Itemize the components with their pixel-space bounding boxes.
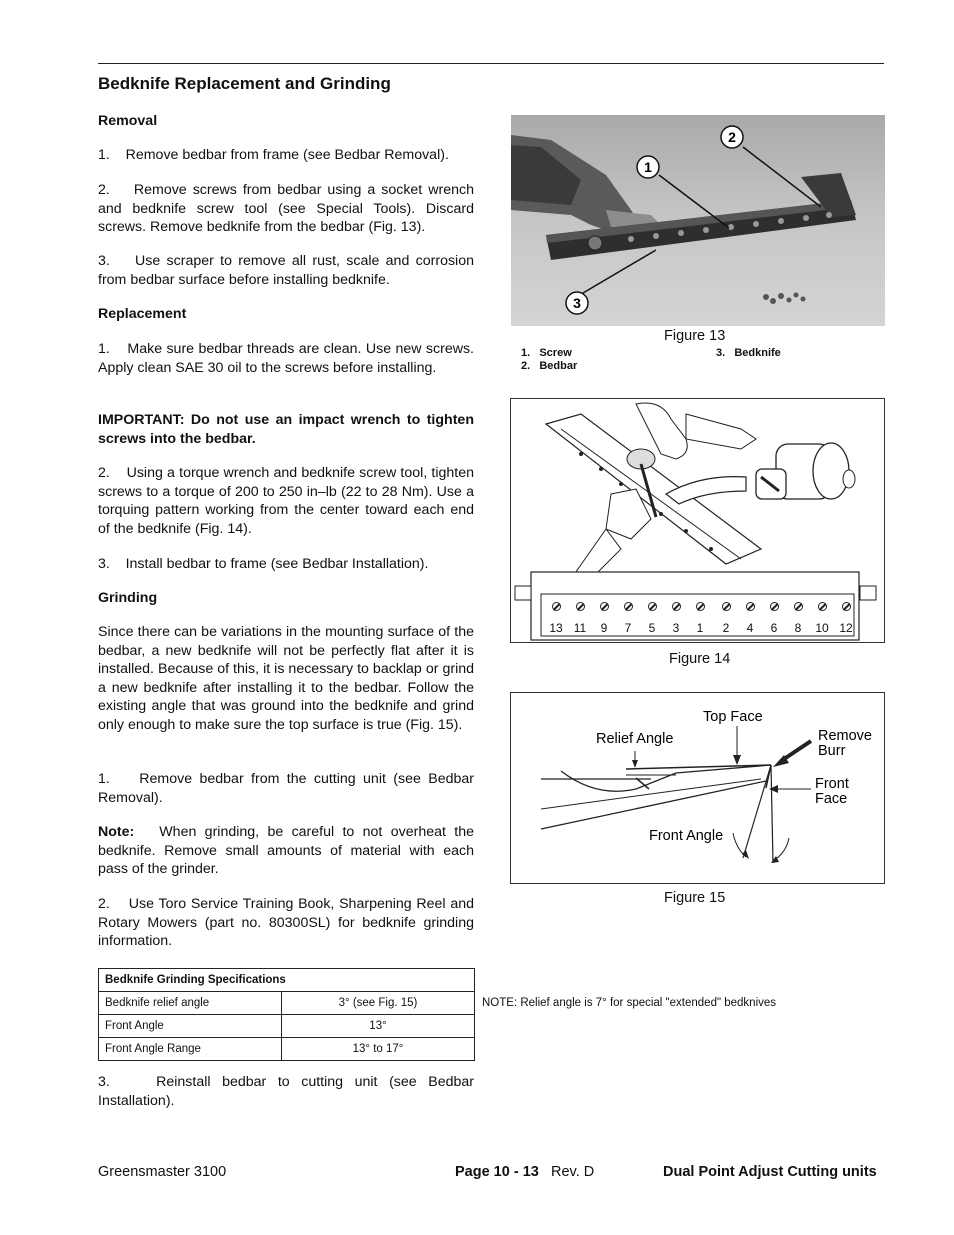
removal-step-3-block	[98, 252, 474, 289]
grinding-section	[98, 589, 474, 608]
grinding-intro: Since there can be variations in the mounting surface of the bedbar, a new bedknife will not be perfectly flat after it is installed. Because of this, it is necessary to backlap or grind a new bedknife after installing it to the bedbar. Follow the existing angle that was ground into the bedknife and grind only enough to make sure the top surface is true (Fig. 15).	[98, 624, 474, 733]
figure-14-caption: Figure 14	[669, 651, 731, 667]
screw-order-label: 7	[624, 621, 632, 635]
replacement-step-3: 3. Install bedbar to frame (see Bedbar Installation).	[98, 556, 429, 572]
footer-product: Greensmaster 3100	[98, 1164, 227, 1180]
grinding-step-3: 3. Reinstall bedbar to cutting unit (see Bedbar Installation).	[98, 1074, 474, 1109]
screw-order-label: 9	[600, 621, 608, 635]
figure-13-legend-2: 2. Bedbar	[521, 360, 578, 372]
remove-burr-label-2: Burr	[818, 743, 846, 759]
grinding-heading: Grinding	[98, 590, 158, 606]
grinding-spec-table	[98, 968, 475, 1061]
table-row	[99, 992, 475, 1015]
screw-icon	[770, 602, 779, 611]
screw-order-label: 8	[794, 621, 802, 635]
replacement-step-2: 2. Using a torque wrench and bedknife screw tool, tighten screws to a torque of 200 to 250 in–lb (22 to 28 Nm). Use a torquing pattern working from the center toward each end of the bedknife (Fig. 14).	[98, 465, 474, 537]
note-label: Note:	[98, 824, 135, 840]
screw-icon	[696, 602, 705, 611]
screw-icon	[648, 602, 657, 611]
screw-order-label: 3	[672, 621, 680, 635]
screw-icon	[722, 602, 731, 611]
screw-icon	[842, 602, 851, 611]
screw-order-label: 13	[549, 621, 563, 635]
figure-15-caption: Figure 15	[664, 890, 726, 906]
table-cell-value: 3° (see Fig. 15)	[282, 992, 475, 1015]
grinding-note-block	[98, 823, 474, 879]
figure-14	[510, 398, 885, 643]
grinding-step-1-block	[98, 770, 474, 807]
grinding-step-2-block	[98, 895, 474, 951]
top-face-label: Top Face	[703, 709, 763, 725]
replacement-section	[98, 305, 474, 324]
figure-13-photo	[511, 115, 885, 326]
relief-angle-label: Relief Angle	[596, 731, 674, 747]
grinding-intro-block	[98, 623, 474, 734]
footer-section: Dual Point Adjust Cutting units	[663, 1164, 877, 1180]
table-header: Bedknife Grinding Specifications	[99, 969, 475, 992]
callout-3-label: 3	[573, 295, 581, 311]
removal-step-2: 2. Remove screws from bedbar using a socket wrench and bedknife screw tool (see Special Tools). Discard screws. Remove bedknife from the bedbar (Fig. 13).	[98, 182, 474, 235]
figure-15	[510, 692, 885, 884]
table-cell-label: Front Angle	[99, 1015, 282, 1038]
figure-13-legend-3: 3. Bedknife	[716, 347, 781, 359]
grinding-step-1: 1. Remove bedbar from the cutting unit (see Bedbar Removal).	[98, 771, 474, 806]
screw-icon	[818, 602, 827, 611]
table-cell-value: 13° to 17°	[282, 1038, 475, 1061]
table-cell-value: 13°	[282, 1015, 475, 1038]
remove-burr-label-1: Remove	[818, 728, 872, 744]
replacement-step-3-block	[98, 555, 474, 574]
grinding-step-2: 2. Use Toro Service Training Book, Sharpening Reel and Rotary Mowers (part no. 80300SL) for bedknife grinding information.	[98, 896, 474, 949]
relief-angle-note: NOTE: Relief angle is 7° for special "extended" bedknives	[482, 997, 777, 1009]
front-face-label-2: Face	[815, 791, 848, 807]
removal-section	[98, 112, 474, 131]
table-header-row	[99, 969, 475, 992]
screw-order-label: 11	[573, 621, 587, 635]
screw-order-label: 6	[770, 621, 778, 635]
grinding-note	[98, 823, 474, 879]
note-text: When grinding, be careful to not overheat the bedknife. Remove small amounts of material with each pass of the grinder.	[98, 824, 474, 877]
screw-icon	[672, 602, 681, 611]
screw-order-label: 12	[839, 621, 853, 635]
screw-icon	[600, 602, 609, 611]
screw-icon	[794, 602, 803, 611]
table-row	[99, 1038, 475, 1061]
removal-heading: Removal	[98, 113, 158, 129]
figure-13-legend-1: 1. Screw	[521, 347, 572, 359]
important-block	[98, 411, 474, 448]
screw-icon	[552, 602, 561, 611]
footer-page: Page 10 - 13	[455, 1164, 539, 1180]
screw-order-label: 5	[648, 621, 656, 635]
callout-1-label: 1	[644, 159, 652, 175]
replacement-step-2-block	[98, 464, 474, 538]
removal-step-3: 3. Use scraper to remove all rust, scale and corrosion from bedbar surface before installing bedknife.	[98, 253, 474, 288]
screw-order-label: 10	[815, 621, 829, 635]
replacement-step-1: 1. Make sure bedbar threads are clean. Use new screws. Apply clean SAE 30 oil to the screws before installing.	[98, 341, 474, 376]
footer-rev: Rev. D	[551, 1164, 595, 1180]
replacement-step-1-block	[98, 340, 474, 377]
replacement-heading: Replacement	[98, 306, 187, 322]
bedbar-photo	[511, 115, 885, 326]
screw-icon	[576, 602, 585, 611]
table-cell-label: Bedknife relief angle	[99, 992, 282, 1015]
screw-icon	[746, 602, 755, 611]
screw-icon	[624, 602, 633, 611]
table-row	[99, 1015, 475, 1038]
front-angle-label: Front Angle	[649, 828, 724, 844]
removal-step-1: 1. Remove bedbar from frame (see Bedbar Removal).	[98, 147, 449, 163]
callout-2-label: 2	[728, 129, 736, 145]
screw-order-label: 2	[722, 621, 730, 635]
header-rule	[98, 63, 884, 64]
figure-13-caption: Figure 13	[664, 328, 726, 344]
removal-step-1-block	[98, 146, 474, 165]
important-note: IMPORTANT: Do not use an impact wrench to tighten screws into the bedbar.	[98, 412, 474, 447]
table-cell-label: Front Angle Range	[99, 1038, 282, 1061]
screw-order-label: 4	[746, 621, 754, 635]
screw-order-label: 1	[696, 621, 704, 635]
removal-step-2-block	[98, 181, 474, 237]
front-face-label-1: Front	[815, 776, 849, 792]
bedknife-angle-diagram	[511, 693, 884, 883]
page-title: Bedknife Replacement and Grinding	[98, 74, 391, 93]
grinding-step-3-block	[98, 1073, 474, 1110]
